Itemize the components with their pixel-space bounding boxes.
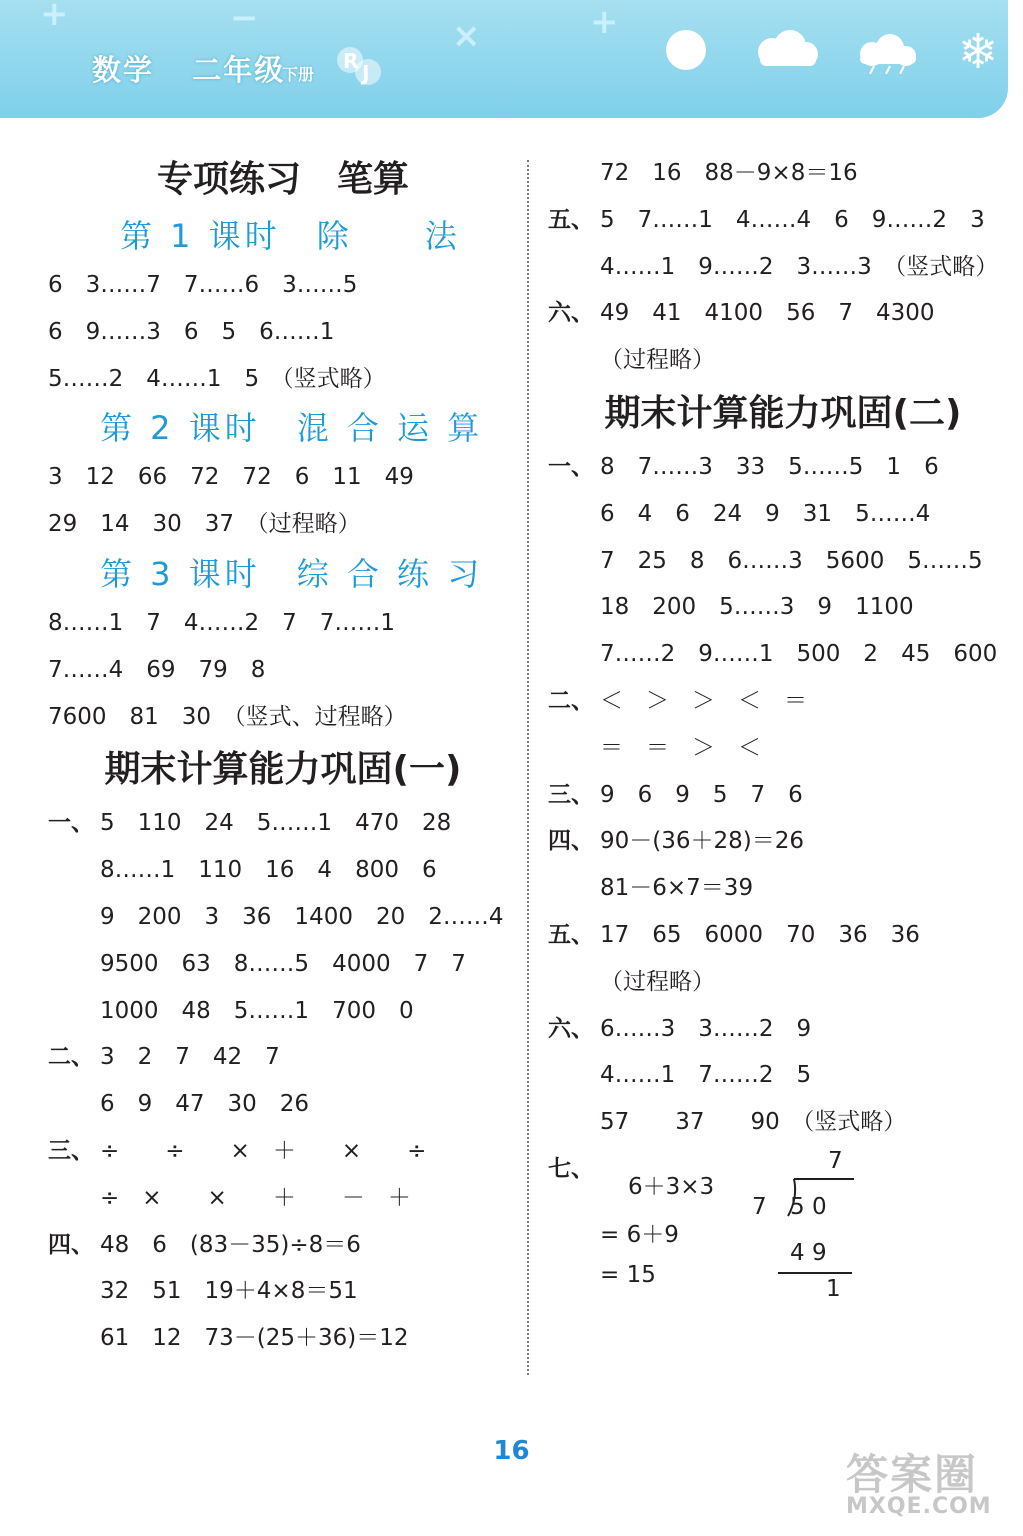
answer-text: 3 2 7 42 7: [100, 1044, 280, 1071]
right-column: [548, 150, 1018, 1326]
answer-line: [548, 1006, 1018, 1053]
left-column: [48, 150, 518, 1362]
question-label: 六、: [548, 300, 594, 327]
column-divider: [527, 160, 529, 1375]
answer-text: ÷ ÷ × ＋ × ÷: [100, 1137, 427, 1164]
svg-text:J: J: [362, 61, 370, 85]
answer-line: 5……2 4……1 5 （竖式略）: [48, 365, 386, 392]
answer-text: 5 7……1 4……4 6 9……2 3: [600, 206, 985, 233]
answer-line: [548, 818, 1018, 865]
answer-text: 6……3 3……2 9: [600, 1015, 812, 1042]
rain-cloud-icon: [850, 34, 922, 74]
division-product: 4 9: [790, 1239, 827, 1266]
long-division: [748, 1146, 868, 1306]
answer-line: 3 12 66 72 72 6 11 49: [48, 464, 414, 491]
question-label: 三、: [548, 781, 594, 808]
question-label-text: 七、: [548, 1155, 594, 1182]
answer-text: 9 6 9 5 7 6: [600, 781, 803, 808]
answer-line: 7600 81 30 （竖式、过程略）: [48, 703, 407, 730]
answer-line: 6 9……3 6 5 6……1: [48, 318, 335, 345]
lesson3-title: 第 3 课时 综 合 练 习: [100, 554, 484, 593]
answer-line: 9 200 3 36 1400 20 2……4: [100, 903, 504, 930]
calc-step-1: 6＋3×3: [628, 1173, 715, 1200]
question-label: 一、: [48, 810, 94, 837]
division-divisor: 7: [752, 1193, 767, 1220]
answer-line: 72 16 88－9×8＝16: [600, 160, 858, 186]
answer-text: 49 41 4100 56 7 4300: [600, 300, 935, 327]
question-label: 五、: [548, 206, 594, 233]
lesson1-title: 第 1 课时 除 法: [120, 217, 461, 255]
answer-line: 8……1 7 4……2 7 7……1: [48, 609, 396, 636]
answer-line: 1000 48 5……1 700 0: [100, 997, 414, 1024]
watermark-url: MXQE.COM: [846, 1494, 992, 1519]
answer-line: 9500 63 8……5 4000 7 7: [100, 950, 466, 977]
watermark: [846, 1436, 1016, 1526]
answer-line: [548, 912, 1018, 959]
answer-line: 81－6×7＝39: [600, 875, 754, 902]
page-number: 16: [493, 1436, 530, 1466]
answer-text: 48 6 (83－35)÷8＝6: [100, 1231, 361, 1258]
answer-line: [48, 1128, 518, 1175]
question-label: 二、: [48, 1044, 94, 1071]
answer-line: 4……1 9……2 3……3 （竖式略）: [600, 253, 999, 280]
question-label: 二、: [548, 687, 594, 714]
answer-line: 7 25 8 6……3 5600 5……5: [600, 547, 983, 574]
answer-line: 6 9 47 30 26: [100, 1091, 310, 1118]
review1-title: 期末计算能力巩固(一): [104, 749, 462, 791]
answer-line: （过程略）: [600, 347, 715, 374]
header-banner: [0, 0, 1008, 118]
answer-line: [48, 1222, 518, 1269]
answer-line: [548, 444, 1018, 491]
question-label: 五、: [548, 921, 594, 948]
subject-label: 数学: [92, 53, 155, 87]
answer-line: 6 4 6 24 9 31 5……4: [600, 500, 931, 527]
division-rule: [778, 1272, 852, 1274]
times-decoration: ×: [452, 16, 481, 56]
answer-line: 7……4 69 79 8: [48, 656, 266, 683]
answer-line: ÷ × × ＋ － ＋: [100, 1184, 411, 1211]
plus-decoration: +: [590, 2, 619, 42]
answer-text: 8 7……3 33 5……5 1 6: [600, 453, 939, 480]
answer-text: 5 110 24 5……1 470 28: [100, 810, 452, 837]
answer-line: 4……1 7……2 5: [600, 1062, 812, 1089]
answer-line: 6 3……7 7……6 3……5: [48, 272, 358, 298]
lesson2-title: 第 2 课时 混 合 运 算: [100, 409, 484, 448]
division-remainder: 1: [826, 1275, 841, 1302]
answer-line: 18 200 5……3 9 1100: [600, 594, 914, 621]
question-label: 一、: [548, 453, 594, 480]
answer-text: 90－(36＋28)＝26: [600, 828, 805, 855]
answer-line: 8……1 110 16 4 800 6: [100, 857, 437, 884]
question-label: 四、: [548, 828, 594, 855]
answer-line: [48, 800, 518, 847]
division-dividend: 5 0: [790, 1193, 827, 1220]
answer-line: 29 14 30 37 （过程略）: [48, 511, 361, 538]
watermark-logo: 答案圈: [846, 1450, 979, 1499]
answer-line: [548, 290, 1018, 337]
answer-line: [548, 197, 1018, 244]
sun-icon: [666, 30, 706, 70]
snowflake-icon: ❄: [958, 24, 999, 80]
answer-line: 32 51 19＋4×8＝51: [100, 1278, 358, 1305]
svg-text:R: R: [343, 49, 359, 73]
answer-text: 17 65 6000 70 36 36: [600, 921, 920, 948]
calc-step-3: = 15: [600, 1261, 656, 1288]
rj-badge-icon: [330, 44, 390, 92]
minus-decoration: −: [230, 0, 259, 38]
volume-label: 下册: [282, 65, 315, 84]
section-title: 专项练习 笔算: [156, 159, 409, 200]
answer-line: [548, 772, 1018, 819]
review2-title: 期末计算能力巩固(二): [604, 392, 962, 434]
answer-line: [548, 678, 1018, 725]
cloud-sun-icon: [750, 28, 822, 68]
answer-line: [48, 1034, 518, 1081]
calc-step-2: = 6＋9: [600, 1221, 679, 1248]
question-label: 六、: [548, 1015, 594, 1042]
question-label: 四、: [48, 1231, 94, 1258]
answer-line: ＝ ＝ ＞ ＜: [600, 734, 761, 761]
plus-decoration: +: [40, 0, 69, 34]
answer-line: 7……2 9……1 500 2 45 600: [600, 641, 998, 668]
header-title: [92, 48, 285, 89]
answer-line: 61 12 73－(25＋36)＝12: [100, 1325, 409, 1352]
question-label: [548, 1146, 600, 1193]
answer-text: ＜ ＞ ＞ ＜ ＝: [600, 687, 807, 714]
grade-label: 二年级: [192, 53, 286, 87]
question-7: [548, 1146, 1018, 1326]
answer-line: 57 37 90 （竖式略）: [600, 1109, 907, 1136]
answer-line: （过程略）: [600, 968, 715, 995]
question-label: 三、: [48, 1137, 94, 1164]
division-quotient: 7: [828, 1147, 843, 1174]
